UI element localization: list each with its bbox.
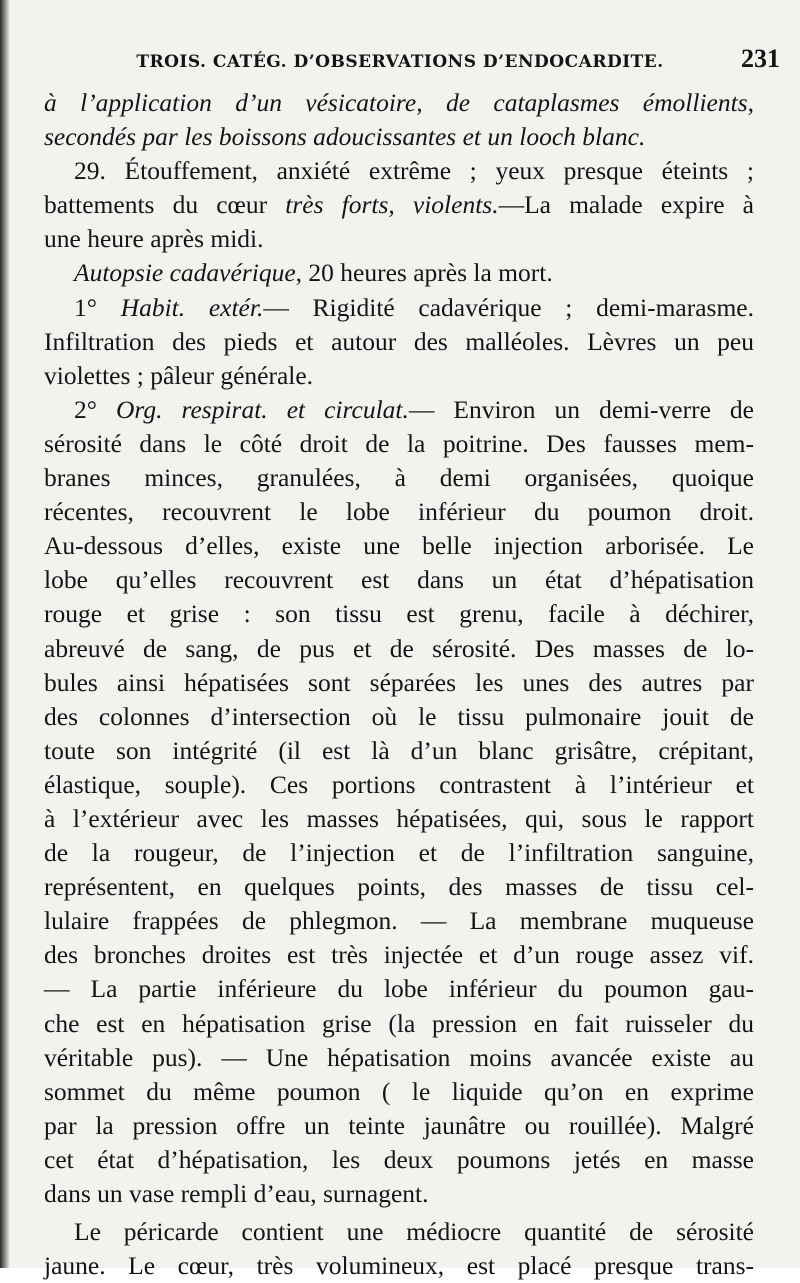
- text-segment: Le péricarde contient une médiocre quantité de sérosité: [74, 1217, 754, 1247]
- text-line: [44, 938, 754, 972]
- text-segment: de la rougeur, de l’injection et de l’infiltration sanguine,: [44, 838, 754, 868]
- text-segment: 29. Étouffement, anxiété extrême ; yeux presque éteints ;: [74, 156, 754, 186]
- text-line: [44, 972, 754, 1006]
- text-segment: jaune. Le cœur, très volumineux, est placé presque trans-: [44, 1251, 754, 1281]
- text-segment: dans un vase rempli d’eau, surnagent.: [44, 1179, 429, 1208]
- text-line: [44, 86, 754, 120]
- text-segment: par la pression offre un teinte jaunâtre ou rouillée). Malgré: [44, 1110, 754, 1140]
- text-line: [44, 597, 754, 631]
- body-text: [44, 86, 754, 1283]
- text-segment: , 20 heures après la mort.: [295, 258, 553, 288]
- text-line: [44, 256, 754, 290]
- text-segment: sérosité dans le côté droit de la poitrine. Des fausses mem-: [44, 428, 754, 458]
- text-line: [44, 870, 754, 904]
- page-spine-shadow: [0, 0, 10, 1268]
- text-line: [44, 495, 754, 529]
- text-line: [44, 904, 754, 938]
- text-line: [44, 461, 754, 495]
- italic-text-segment: Org. respirat. et circulat.: [115, 394, 409, 424]
- text-line: [44, 222, 754, 256]
- text-line: [44, 1075, 754, 1109]
- text-segment: branes minces, granulées, à demi organisées, quoique: [44, 463, 754, 493]
- text-segment: 2°: [74, 394, 116, 424]
- text-line: [44, 393, 754, 427]
- italic-text-segment: Autopsie cadavérique: [74, 258, 296, 288]
- italic-text-segment: secondés par les boissons adoucissantes et un looch blanc.: [44, 122, 646, 152]
- text-segment: —La malade expire à: [498, 190, 754, 220]
- text-segment: des bronches droites est très injectée et d’un rouge assez vif.: [44, 940, 754, 970]
- text-line: [44, 1109, 754, 1143]
- text-segment: violettes ; pâleur générale.: [44, 360, 314, 390]
- text-segment: toute son intégrité (il est là d’un blanc grisâtre, crépitant,: [44, 735, 754, 765]
- text-segment: — Rigidité cadavérique ; demi-marasme.: [263, 292, 754, 322]
- running-head-title: TROIS. CATÉG. D’OBSERVATIONS D’ENDOCARDITE.: [136, 52, 664, 72]
- text-line: [44, 802, 754, 836]
- text-segment: Infiltration des pieds et autour des malléoles. Lèvres un peu: [44, 326, 754, 356]
- text-line: [44, 632, 754, 666]
- text-line: [44, 529, 754, 563]
- text-line: [44, 734, 754, 768]
- text-segment: véritable pus). — Une hépatisation moins avancée existe au: [44, 1042, 754, 1072]
- text-segment: 1°: [74, 292, 121, 322]
- text-line: [44, 836, 754, 870]
- text-segment: à l’extérieur avec les masses hépatisées, qui, sous le rapport: [44, 803, 754, 833]
- italic-text-segment: Habit. extér.: [120, 292, 264, 322]
- text-segment: sommet du même poumon ( le liquide qu’on en exprime: [44, 1076, 754, 1106]
- text-line: [44, 1041, 754, 1075]
- text-line: [44, 1215, 754, 1249]
- text-segment: battements du cœur: [44, 190, 286, 220]
- text-segment: abreuvé de sang, de pus et de sérosité. Des masses de lo-: [44, 633, 754, 663]
- text-segment: représentent, en quelques points, des masses de tissu cel-: [44, 872, 754, 902]
- italic-text-segment: très forts, violents.: [285, 190, 499, 220]
- text-line: [44, 1177, 754, 1211]
- text-line: [44, 325, 754, 359]
- text-line: [44, 427, 754, 461]
- text-segment: une heure après midi.: [44, 224, 264, 254]
- text-line: [44, 1007, 754, 1041]
- text-line: [44, 188, 754, 222]
- running-head: [90, 44, 780, 80]
- text-line: [44, 291, 754, 325]
- page-number: 231: [741, 44, 780, 73]
- text-line: [44, 1143, 754, 1177]
- text-segment: rouge et grise : son tissu est grenu, facile à déchirer,: [44, 599, 754, 629]
- text-segment: lulaire frappées de phlegmon. — La membrane muqueuse: [44, 906, 754, 936]
- text-line: [44, 1249, 754, 1283]
- text-line: [44, 700, 754, 734]
- text-segment: lobe qu’elles recouvrent est dans un état d’hépatisation: [44, 565, 754, 595]
- text-line: [44, 120, 754, 154]
- text-line: [44, 154, 754, 188]
- text-segment: des colonnes d’intersection où le tissu pulmonaire jouit de: [44, 701, 754, 731]
- text-segment: — La partie inférieure du lobe inférieur du poumon gau-: [44, 974, 754, 1004]
- italic-text-segment: à l’application d’un vésicatoire, de cataplasmes émollients,: [44, 88, 754, 117]
- text-segment: bules ainsi hépatisées sont séparées les unes des autres par: [44, 667, 754, 697]
- text-segment: récentes, recouvrent le lobe inférieur du poumon droit.: [44, 497, 754, 527]
- text-line: [44, 666, 754, 700]
- text-line: [44, 768, 754, 802]
- text-segment: Au-dessous d’elles, existe une belle injection arborisée. Le: [44, 531, 754, 561]
- text-line: [44, 359, 754, 393]
- text-line: [44, 563, 754, 597]
- text-segment: cet état d’hépatisation, les deux poumons jetés en masse: [44, 1144, 754, 1174]
- text-segment: — Environ un demi-verre de: [408, 394, 754, 424]
- text-segment: che est en hépatisation grise (la pression en fait ruisseler du: [44, 1008, 754, 1038]
- text-segment: élastique, souple). Ces portions contrastent à l’intérieur et: [44, 769, 754, 799]
